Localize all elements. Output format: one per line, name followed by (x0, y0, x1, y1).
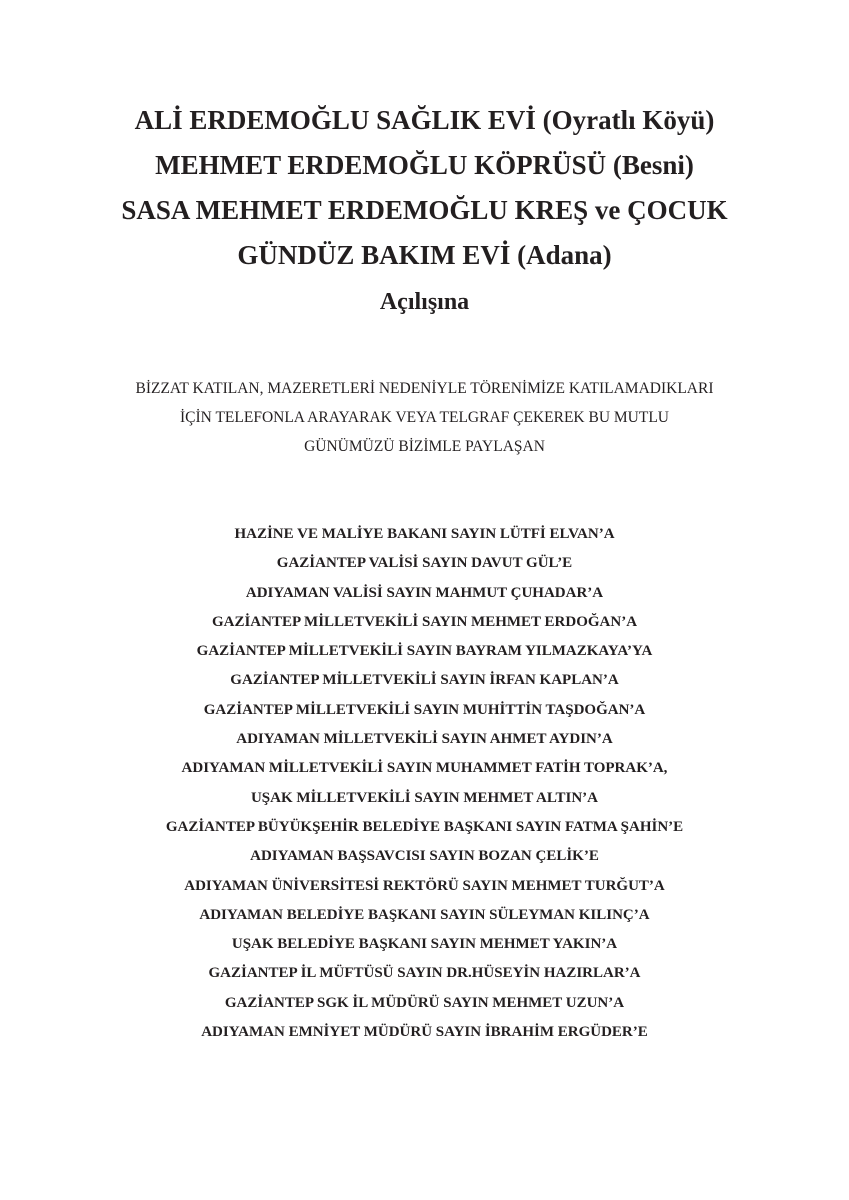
recipient-item: GAZİANTEP SGK İL MÜDÜRÜ SAYIN MEHMET UZUN’A (224, 994, 625, 1011)
recipient-item: GAZİANTEP MİLLETVEKİLİ SAYIN MEHMET ERDOĞAN’A (211, 613, 638, 630)
recipient-item: ADIYAMAN EMNİYET MÜDÜRÜ SAYIN İBRAHİM ERGÜDER’E (201, 1024, 648, 1041)
recipient-item: ADIYAMAN BELEDİYE BAŞKANI SAYIN SÜLEYMAN KILINÇ’A (199, 906, 650, 923)
intro-line-3: GÜNÜMÜZÜ BİZİMLE PAYLAŞAN (304, 438, 545, 455)
subtitle: Açılışına (379, 289, 470, 315)
recipient-item: GAZİANTEP MİLLETVEKİLİ SAYIN İRFAN KAPLAN’A (230, 672, 619, 689)
recipient-item: ADIYAMAN ÜNİVERSİTESİ REKTÖRÜ SAYIN MEHMET TURĞUT’A (184, 877, 665, 894)
recipient-item: UŞAK MİLLETVEKİLİ SAYIN MEHMET ALTIN’A (250, 789, 599, 806)
title-line-3: SASA MEHMET ERDEMOĞLU KREŞ ve ÇOCUK (121, 195, 728, 225)
recipient-item: ADIYAMAN MİLLETVEKİLİ SAYIN AHMET AYDIN’A (236, 731, 613, 748)
recipient-item: GAZİANTEP İL MÜFTÜSÜ SAYIN DR.HÜSEYİN HAZIRLAR’A (208, 965, 641, 982)
recipient-list (0, 520, 849, 1047)
recipient-item: GAZİANTEP BÜYÜKŞEHİR BELEDİYE BAŞKANI SAYIN FATMA ŞAHİN’E (165, 818, 684, 835)
recipient-item: GAZİANTEP MİLLETVEKİLİ SAYIN MUHİTTİN TAŞDOĞAN’A (203, 701, 646, 718)
title-line-2: MEHMET ERDEMOĞLU KÖPRÜSÜ (Besni) (155, 150, 694, 180)
recipient-item: ADIYAMAN VALİSİ SAYIN MAHMUT ÇUHADAR’A (245, 584, 604, 601)
recipient-item: ADIYAMAN BAŞSAVCISI SAYIN BOZAN ÇELİK’E (250, 848, 599, 865)
recipient-item: GAZİANTEP VALİSİ SAYIN DAVUT GÜL’E (276, 555, 573, 572)
title-line-1: ALİ ERDEMOĞLU SAĞLIK EVİ (Oyratlı Köyü) (134, 105, 715, 135)
intro-line-2: İÇİN TELEFONLA ARAYARAK VEYA TELGRAF ÇEKEREK BU MUTLU (180, 409, 669, 426)
recipient-item: HAZİNE VE MALİYE BAKANI SAYIN LÜTFİ ELVAN’A (234, 526, 615, 542)
recipient-item: GAZİANTEP MİLLETVEKİLİ SAYIN BAYRAM YILMAZKAYA’YA (196, 643, 653, 660)
intro-line-1: BİZZAT KATILAN, MAZERETLERİ NEDENİYLE TÖRENİMİZE KATILAMADIKLARI (135, 380, 714, 397)
title-block (0, 98, 849, 322)
recipient-item: UŞAK BELEDİYE BAŞKANI SAYIN MEHMET YAKIN’A (231, 936, 618, 953)
recipient-item: ADIYAMAN MİLLETVEKİLİ SAYIN MUHAMMET FATİH TOPRAK’A, (181, 760, 668, 777)
intro-paragraph (0, 374, 849, 461)
title-line-4: GÜNDÜZ BAKIM EVİ (Adana) (237, 240, 612, 270)
